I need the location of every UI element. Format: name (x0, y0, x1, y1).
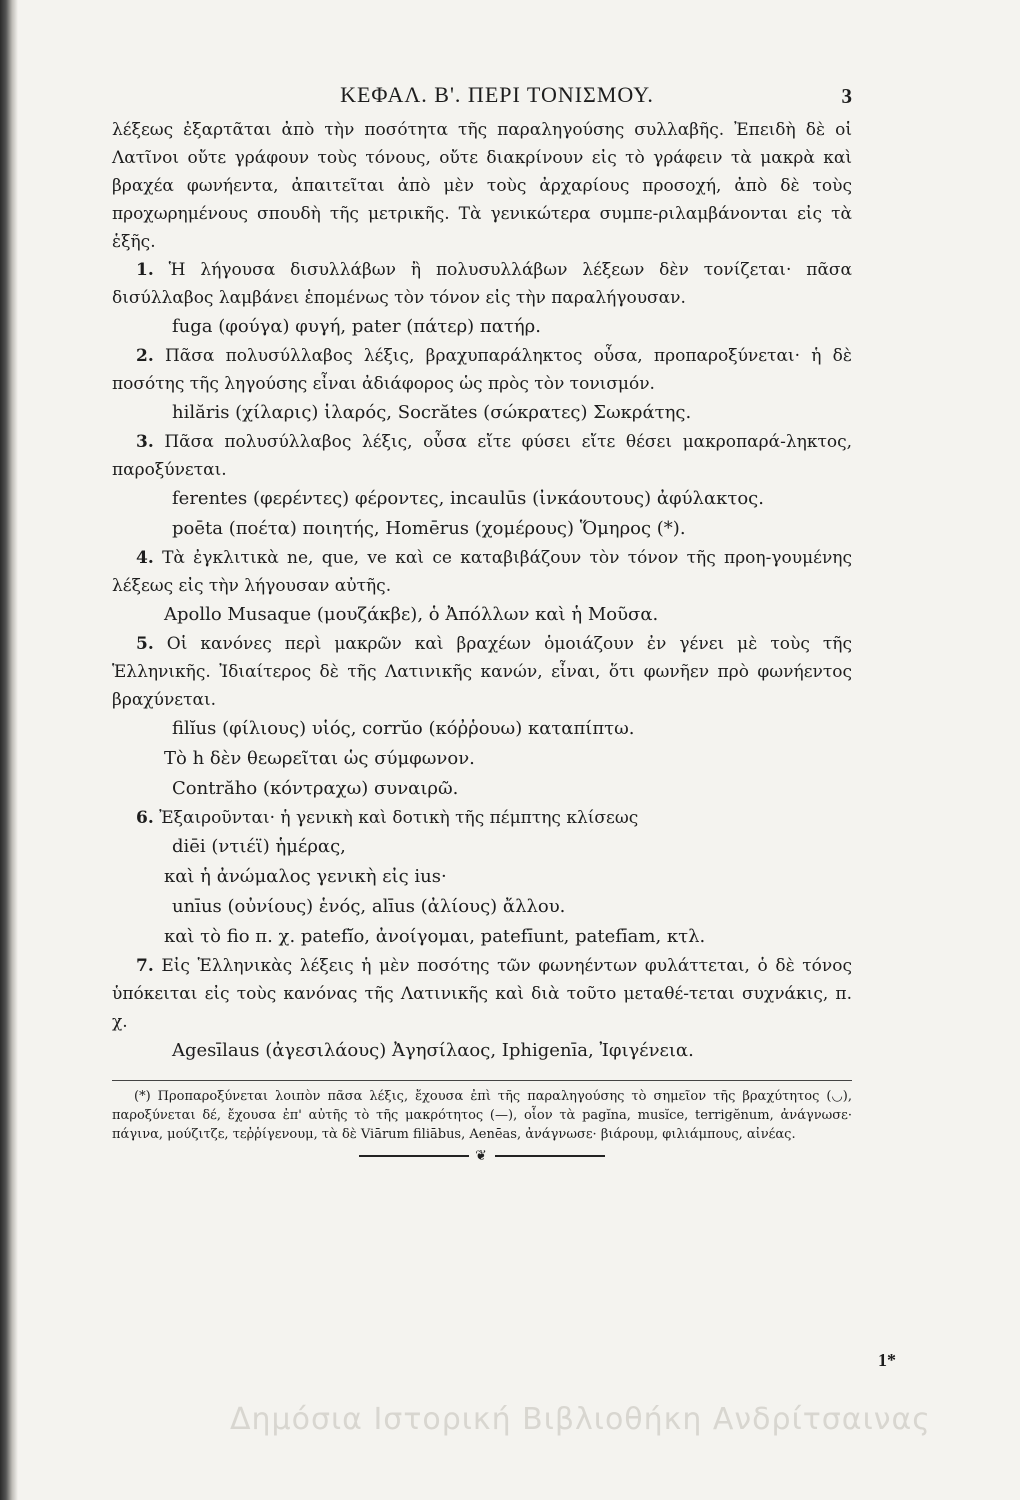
rule-2 (112, 342, 852, 398)
rule-line: φωνήεντος βραχύνεται. (112, 662, 852, 710)
example-line: fuga (φούγα) φυγή, pater (πάτερ) πατήρ. (172, 316, 541, 337)
signature-mark: 1* (878, 1350, 896, 1370)
rule-line: ἡ δὲ ποσότης τῆς ληγούσης εἶναι ἀδιάφορος ὡς πρὸς τὸν τονισμόν. (112, 346, 852, 394)
rule-line: Πᾶσα πολυσύλλαβος λέξις, οὖσα εἴτε φύσει εἴτε θέσει μακροπαρά- (164, 432, 786, 452)
rule-number: 1. (136, 260, 154, 280)
intro-line: μακρὰ καὶ βραχέα φωνήεντα, ἀπαιτεῖται ἀπὸ μὲν τοὺς ἀρχαρίους προσοχή, (112, 148, 852, 196)
intro-paragraph (112, 116, 852, 256)
example-line: Contrăho (κόντραχω) συναιρῶ. (172, 778, 459, 799)
page-number: 3 (841, 84, 852, 108)
rule-5 (112, 630, 852, 714)
rule-line: ληκτος, παροξύνεται. (112, 432, 853, 480)
rule-3 (112, 428, 852, 484)
rule-line: δισύλλαβος λαμβάνει ἑπομένως τὸν τόνον εἰς τὴν παραλήγουσαν. (112, 288, 686, 308)
rule-4 (112, 544, 852, 600)
rule-line: τῆς Ἑλληνικῆς. Ἰδιαίτερος δὲ τῆς Λατινικῆς κανών, εἶναι, ὅτι φωνῆεν πρὸ (112, 634, 852, 682)
running-head (112, 82, 852, 116)
rule-line: γουμένης λέξεως εἰς τὴν λήγουσαν αὐτῆς. (112, 548, 852, 596)
rule-line: τεται συχνάκις, π. χ. (112, 984, 852, 1032)
example-line: unīus (οὐνίους) ἑνός, alīus (ἀλίους) ἄλλου. (172, 896, 566, 917)
example-line: filĭus (φίλιους) υἱός, corrŭo (κόῤῥουω) καταπίπτω. (172, 718, 635, 739)
rule-number: 7. (136, 956, 154, 976)
rule-number: 3. (136, 432, 154, 452)
body-text (112, 116, 852, 1066)
example-line: καὶ τὸ fio π. χ. patefĭo, ἀνοίγομαι, patefīunt, patefīam, κτλ. (164, 926, 706, 947)
example-line: Τὸ h δὲν θεωρεῖται ὡς σύμφωνον. (164, 748, 475, 769)
example-line: diēi (ντιέϊ) ἡμέρας, (172, 836, 346, 857)
example-line: poēta (ποέτα) ποιητής, Homērus (χομέρους) Ὅμηρος (*). (172, 518, 686, 539)
rule-number: 2. (136, 346, 154, 366)
example-line: καὶ ἡ ἀνώμαλος γενικὴ εἰς ius· (164, 866, 447, 887)
rule-1 (112, 256, 852, 312)
running-title: ΚΕΦΑΛ. Β'. ΠΕΡΙ ΤΟΝΙΣΜΟΥ. (340, 82, 654, 107)
intro-line: ἀπὸ δὲ τοὺς προχωρημένους σπουδὴ τῆς μετρικῆς. Τὰ γενικώτερα συμπε- (112, 176, 853, 224)
example-line: ferentes (φερέντες) φέροντες, incaulūs (ἰνκάουτους) ἀφύλακτος. (172, 488, 764, 509)
rule-line: Πᾶσα πολυσύλλαβος λέξις, βραχυπαράληκτος οὖσα, προπαροξύνεται· (164, 346, 800, 366)
ornament (112, 1148, 852, 1164)
rule-6 (112, 804, 852, 832)
binding-shadow (0, 0, 18, 1500)
ornament-left-line (359, 1155, 469, 1157)
footnote: (*) Προπαροξύνεται λοιπὸν πᾶσα λέξις, ἔχουσα ἐπὶ τῆς παραληγούσης τὸ σημεῖον τῆς βραχύτητος (◡), παροξύνεται δέ, ἔχουσα ἐπ' αὐτῆς τὸ τῆς μακρότητος (—), οἷον τὰ pagĭna, musĭce, terrigĕnum, ἀνάγνωσε· πάγινα, μούζιτζε, τεῤῥίγενουμ, τὰ δὲ Viārum filiābus, Aenēas, ἀνάγνωσε· βιάρουμ, φιλιάμπους, αἰνέας. (112, 1089, 852, 1142)
example-line: Apollo Musaque (μουζάκβε), ὁ Ἀπόλλων καὶ ἡ Μοῦσα. (164, 604, 659, 625)
rule-7 (112, 952, 852, 1036)
library-watermark: Δημόσια Ιστορική Βιβλιοθήκη Ανδρίτσαινας (230, 1402, 931, 1437)
intro-line: δὲ οἱ Λατῖνοι οὔτε γράφουν τοὺς τόνους, οὔτε διακρίνουν εἰς τὸ γράφειν τὰ (112, 120, 852, 168)
ornament-right-line (495, 1155, 605, 1157)
rule-line: Ἐξαιροῦνται· ἡ γενικὴ καὶ δοτικὴ τῆς πέμπτης κλίσεως (159, 808, 639, 828)
ornament-flourish-icon: ❦ (475, 1148, 489, 1164)
intro-line: ριλαμβάνονται εἰς τὰ ἑξῆς. (112, 204, 852, 252)
rule-line: Οἱ κανόνες περὶ μακρῶν καὶ βραχέων ὁμοιάζουν ἐν γένει μὲ τοὺς (166, 634, 810, 654)
footnote-divider (112, 1080, 852, 1081)
rule-line: Τὰ ἐγκλιτικὰ ne, que, ve καὶ ce καταβιβάζουν τὸν τόνον τῆς προη- (162, 548, 772, 568)
text-block (112, 82, 852, 1164)
intro-line: λέξεως ἐξαρτᾶται ἀπὸ τὴν ποσότητα τῆς παραληγούσης συλλαβῆς. Ἐπειδὴ (112, 120, 796, 140)
example-line: Agesīlaus (ἀγεσιλάους) Ἀγησίλαος, Iphigenīa, Ἰφιγένεια. (172, 1040, 694, 1061)
rule-number: 4. (136, 548, 154, 568)
rule-number: 6. (136, 808, 154, 828)
rule-line: Εἰς Ἑλληνικὰς λέξεις ἡ μὲν ποσότης τῶν φωνηέντων φυλάττεται, ὁ (161, 956, 768, 976)
example-line: hilăris (χίλαρις) ἱλαρός, Socrătes (σώκρατες) Σωκράτης. (172, 402, 692, 423)
rule-line: δὲ τόνος ὑπόκειται εἰς τοὺς κανόνας τῆς Λατινικῆς καὶ διὰ τοῦτο μεταθέ- (112, 956, 853, 1004)
rule-line: Ἡ λήγουσα δισυλλάβων ἢ πολυσυλλάβων λέξεων δὲν τονίζεται· πᾶσα (168, 260, 853, 280)
rule-number: 5. (136, 634, 154, 654)
